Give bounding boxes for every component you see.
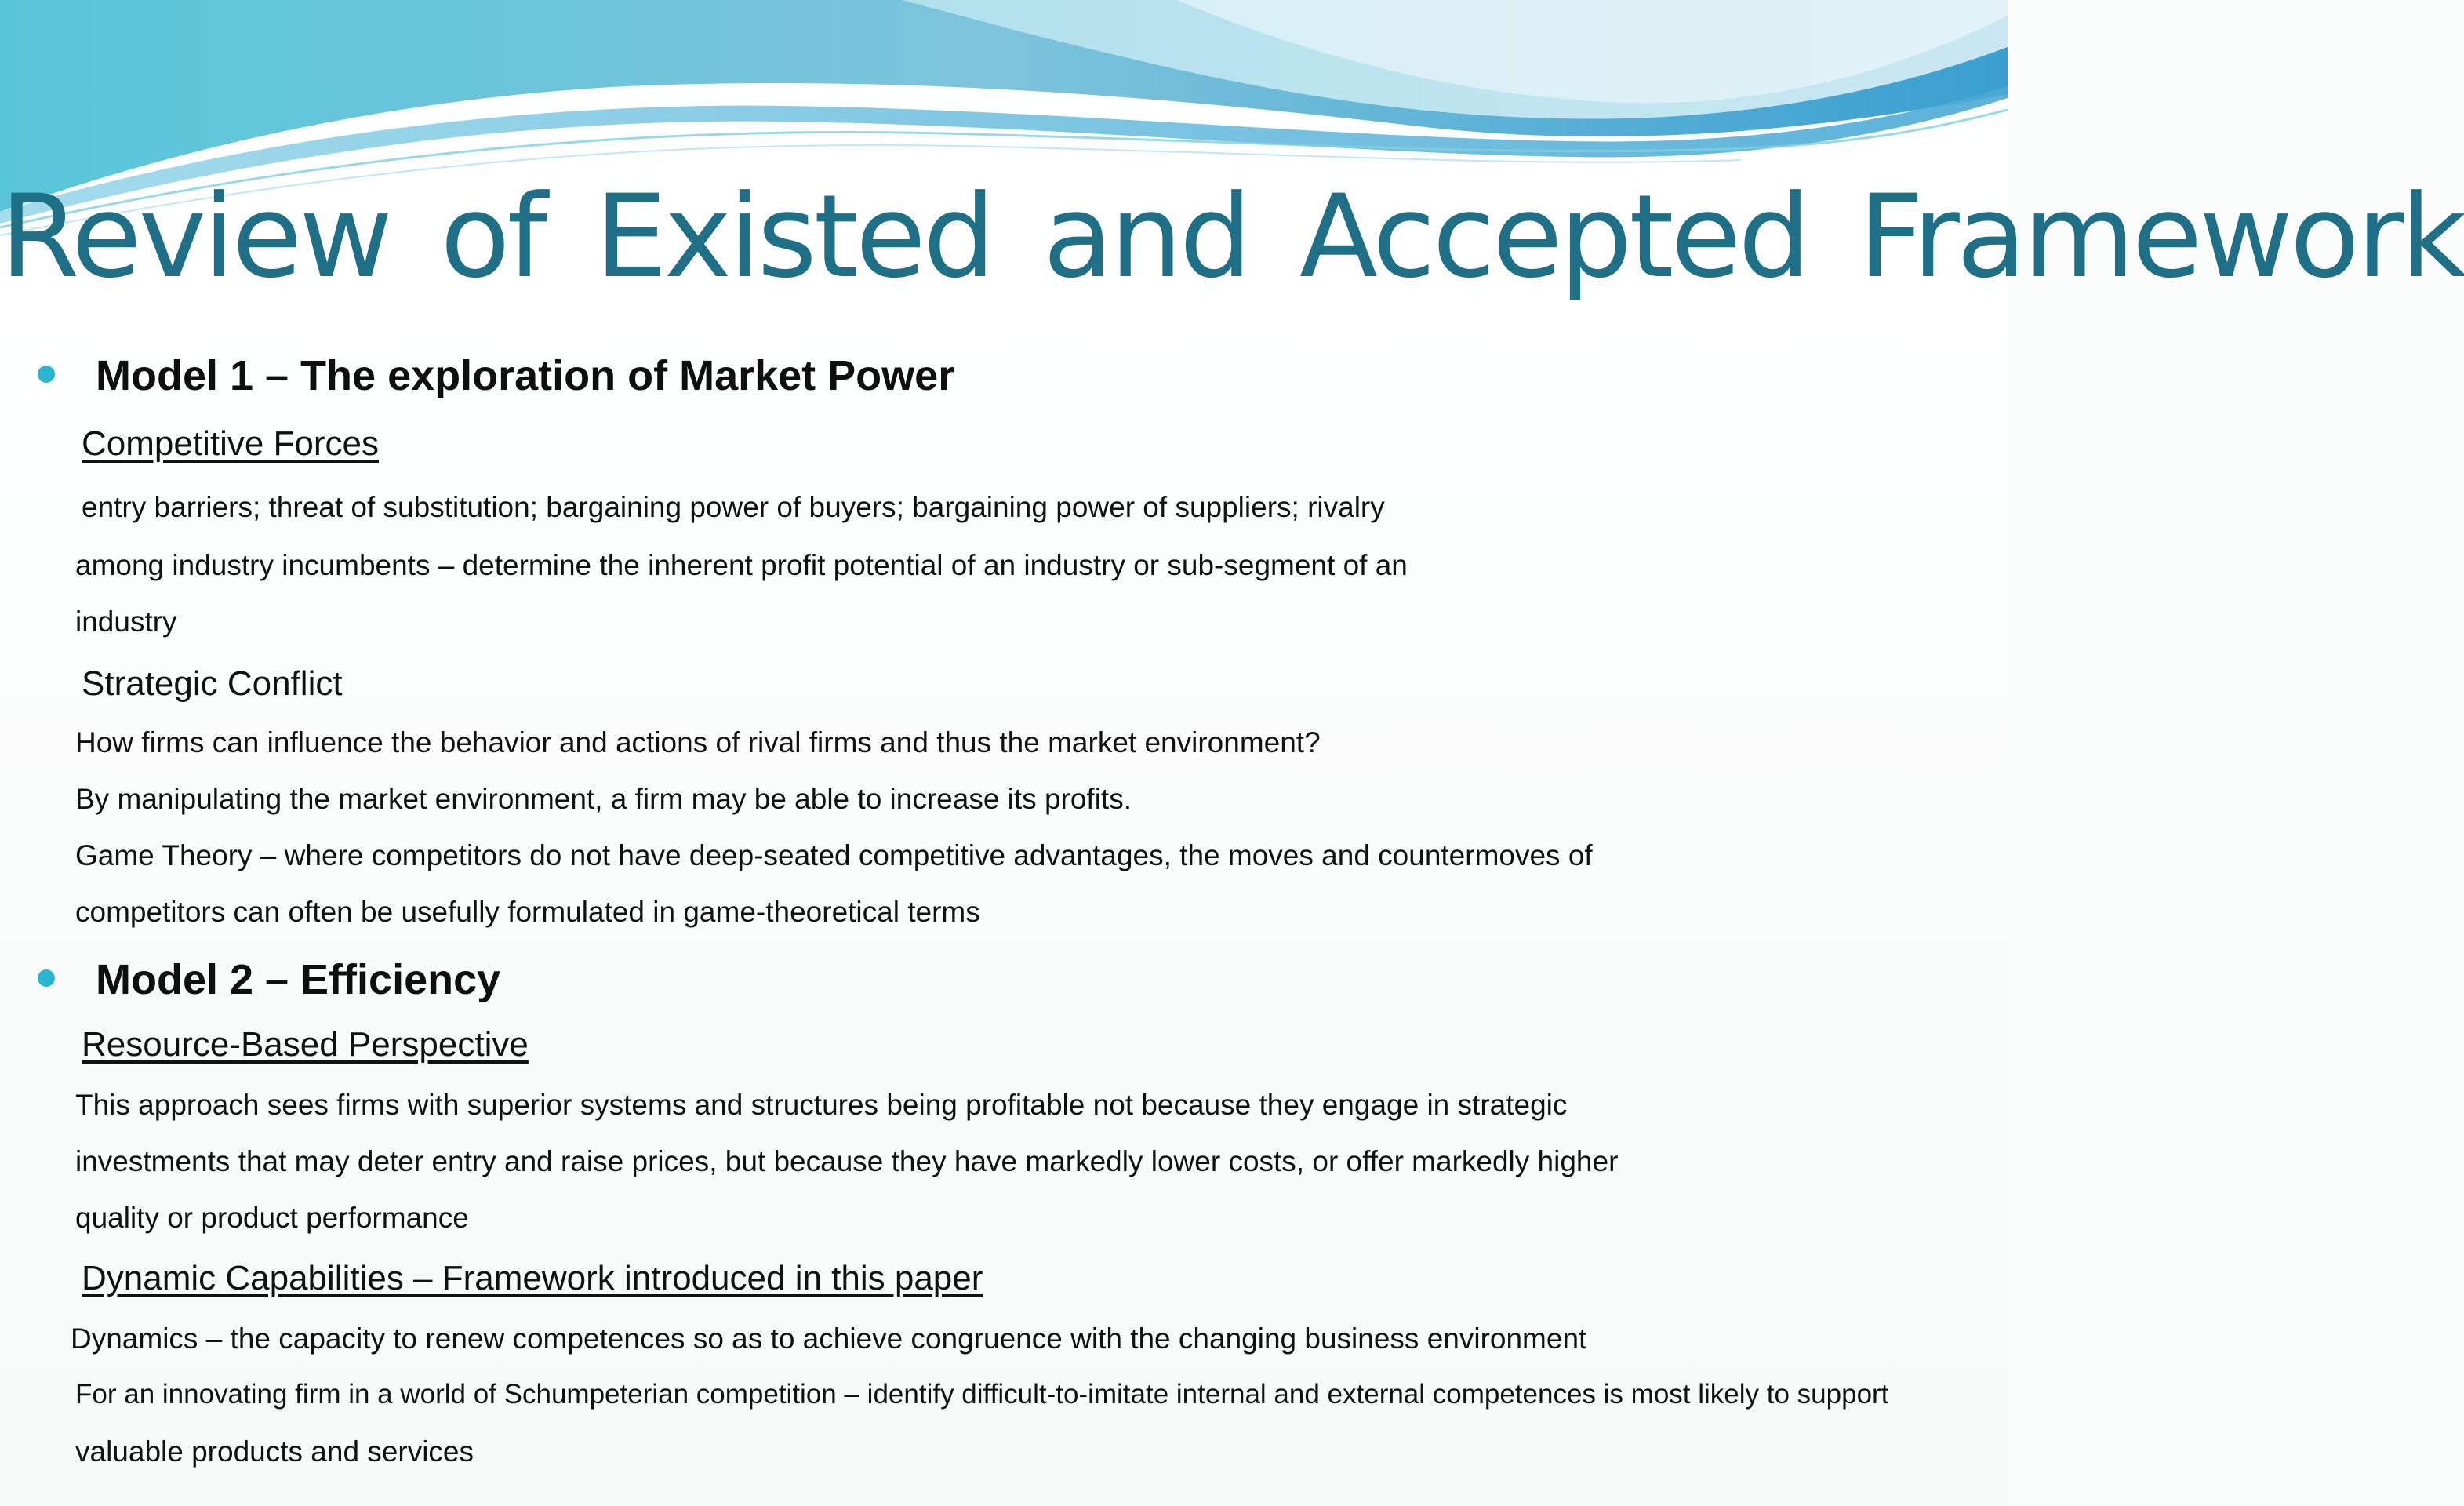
dynamic-capabilities-line-2: For an innovating firm in a world of Schumpeterian competition – identify difficult-to-imitate internal and external competences is most likely to support [75, 1379, 1889, 1410]
resource-based-heading: Resource-Based Perspective [82, 1025, 529, 1064]
dynamic-capabilities-line-3: valuable products and services [75, 1435, 474, 1468]
resource-based-line-2: investments that may deter entry and raise prices, but because they have markedly lower costs, or offer markedly higher [75, 1145, 1619, 1177]
strategic-conflict-line-4: competitors can often be usefully formulated in game-theoretical terms [75, 896, 980, 928]
model-2-bullet [38, 956, 501, 1003]
bullet-dot-icon [38, 366, 55, 383]
slide-title: Review of Existed and Accepted Framework [0, 170, 2464, 304]
resource-based-line-3: quality or product performance [75, 1202, 469, 1234]
strategic-conflict-heading: Strategic Conflict [82, 664, 343, 703]
resource-based-line-1: This approach sees firms with superior systems and structures being profitable not because they engage in strategic [75, 1089, 1568, 1121]
model-1-bullet [38, 352, 955, 399]
dynamic-capabilities-line-1: Dynamics – the capacity to renew competences so as to achieve congruence with the changing business environment [71, 1322, 1587, 1355]
dynamic-capabilities-heading: Dynamic Capabilities – Framework introduced in this paper [82, 1259, 983, 1297]
model-2-heading: Model 2 – Efficiency [96, 956, 501, 1003]
competitive-forces-heading: Competitive Forces [82, 424, 380, 463]
competitive-forces-line-3: industry [75, 606, 177, 638]
strategic-conflict-line-1: How firms can influence the behavior and actions of rival firms and thus the market environment? [75, 726, 1321, 758]
model-1-heading: Model 1 – The exploration of Market Power [96, 352, 955, 399]
competitive-forces-line-2: among industry incumbents – determine the inherent profit potential of an industry or sub-segment of an [75, 549, 1408, 581]
competitive-forces-line-1: entry barriers; threat of substitution; bargaining power of buyers; bargaining power of suppliers; rivalry [82, 491, 1385, 523]
strategic-conflict-line-3: Game Theory – where competitors do not have deep-seated competitive advantages, the moves and countermoves of [75, 839, 1593, 871]
strategic-conflict-line-2: By manipulating the market environment, a firm may be able to increase its profits. [75, 783, 1132, 815]
bullet-dot-icon [38, 969, 55, 987]
